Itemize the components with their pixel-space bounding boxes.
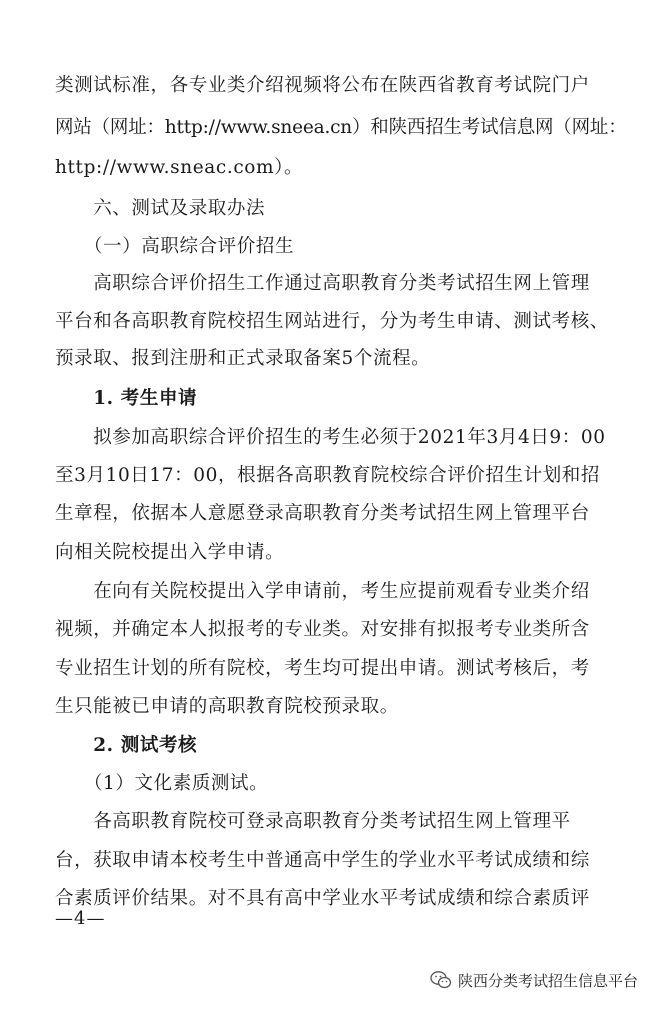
- body-text-line: 至3月10日17：00，根据各高职教育院校综合评价招生计划和招: [55, 465, 600, 486]
- body-text-line: 预录取、报到注册和正式录取备案5个流程。: [55, 348, 431, 369]
- body-text-line: 合素质评价结果。对不具有高中学业水平考试成绩和综合素质评: [55, 888, 590, 909]
- body-text-line: 生章程，依据本人意愿登录高职教育分类考试招生网上管理平台: [55, 503, 590, 524]
- body-text-line: 平台和各高职教育院校招生网站进行，分为考生申请、测试考核、: [55, 311, 609, 332]
- body-text-line: http://www.sneac.com）。: [55, 157, 304, 178]
- watermark-text: 陕西分类考试招生信息平台: [457, 971, 638, 990]
- body-text-line: 类测试标准，各专业类介绍视频将公布在陕西省教育考试院门户: [55, 75, 590, 96]
- body-text-line: （一）高职综合评价招生: [55, 236, 295, 257]
- body-text-line: 视频，并确定本人拟报考的专业类。对安排有拟报考专业类所含: [55, 619, 590, 640]
- body-text-line: （1）文化素质测试。: [55, 773, 269, 794]
- body-text-line: 台，获取申请本校考生中普通高中学生的学业水平考试成绩和综: [55, 850, 590, 871]
- wechat-icon: [430, 969, 452, 991]
- body-text-line: 生只能被已申请的高职教育院校预录取。: [55, 696, 399, 717]
- body-text-line: 各高职教育院校可登录高职教育分类考试招生网上管理平: [55, 811, 571, 832]
- body-text-line: 拟参加高职综合评价招生的考生必须于2021年3月4日9：00: [55, 427, 606, 448]
- section-heading: 1. 考生申请: [55, 388, 198, 409]
- body-text-line: 在向有关院校提出入学申请前，考生应提前观看专业类介绍: [55, 581, 590, 602]
- body-text-line: 六、测试及录取办法: [55, 198, 266, 219]
- body-text-line: 专业招生计划的所有院校，考生均可提出申请。测试考核后，考: [55, 658, 590, 679]
- section-heading: 2. 测试考核: [55, 735, 198, 756]
- body-text-line: 向相关院校提出入学申请。: [55, 542, 285, 563]
- body-text-line: 网站（网址：http://www.sneea.cn）和陕西招生考试信息网（网址：: [55, 117, 627, 138]
- page-number: —4—: [55, 908, 106, 929]
- watermark: [430, 969, 638, 991]
- body-text-line: 高职综合评价招生工作通过高职教育分类考试招生网上管理: [55, 273, 590, 294]
